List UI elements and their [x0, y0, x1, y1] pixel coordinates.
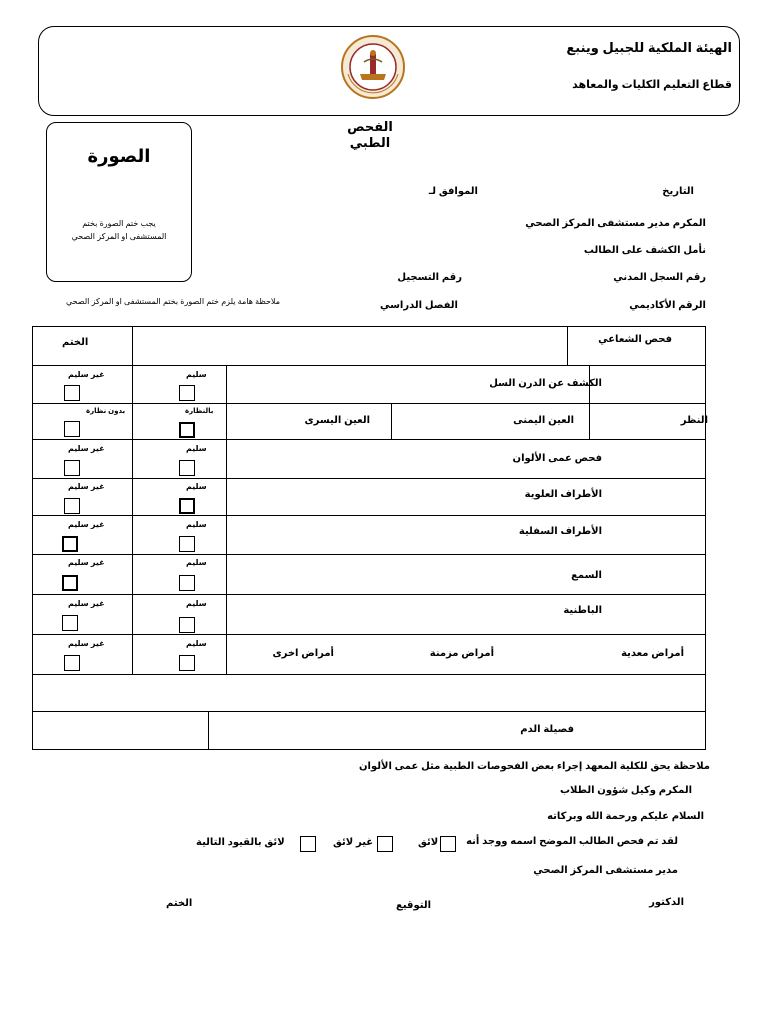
addressee-label: المكرم مدير مستشفى المركز الصحي — [525, 218, 706, 229]
important-note: ملاحظة هامة يلزم ختم الصورة بختم المستشفى او المركز الصحي — [65, 297, 280, 306]
blood-type-value-cell[interactable] — [32, 711, 209, 750]
diseases-healthy-checkbox[interactable] — [179, 655, 195, 671]
semester-label: الفصل الدراسي — [379, 300, 458, 311]
upper-healthy-checkbox[interactable] — [179, 498, 195, 514]
request-label: نأمل الكشف على الطالب — [583, 245, 706, 256]
hearing-unhealthy-checkbox[interactable] — [62, 575, 78, 591]
hearing-healthy-label: سليم — [186, 558, 207, 567]
tb-healthy-checkbox[interactable] — [179, 385, 195, 401]
lower-limbs-label: الأطراف السفلية — [518, 526, 602, 537]
corresponding-label: الموافق لـ — [428, 186, 478, 197]
lower-healthy-label: سليم — [186, 520, 207, 529]
photo-title: الصورة — [87, 146, 151, 166]
diseases-unhealthy-checkbox[interactable] — [64, 655, 80, 671]
color-healthy-checkbox[interactable] — [179, 460, 195, 476]
civil-id-label: رقم السجل المدني — [613, 272, 706, 283]
table-row-empty[interactable] — [32, 674, 706, 712]
blood-type-label: فصيلة الدم — [520, 724, 574, 735]
date-label: التاريخ — [662, 186, 694, 197]
academic-no-label: الرقم الأكاديمي — [629, 300, 706, 311]
infectious-label: أمراض معدية — [621, 648, 684, 659]
fit-conditions-label: لائق بالقيود التالية — [196, 837, 285, 848]
fit-label: لائق — [418, 837, 439, 848]
logo-emblem-icon — [340, 34, 406, 100]
xray-label: فحص الشعاعي — [598, 334, 672, 345]
internal-healthy-label: سليم — [186, 599, 207, 608]
tb-unhealthy-label: غير سليم — [68, 370, 105, 379]
internal-healthy-checkbox[interactable] — [179, 617, 195, 633]
left-eye-label: العين اليسرى — [304, 415, 370, 426]
hearing-unhealthy-label: غير سليم — [68, 558, 105, 567]
chronic-label: أمراض مزمنة — [429, 648, 494, 659]
fit-checkbox[interactable] — [440, 836, 456, 852]
color-blindness-label: فحص عمى الألوان — [512, 453, 602, 464]
registration-no-label: رقم التسجيل — [397, 272, 462, 283]
lower-healthy-checkbox[interactable] — [179, 536, 195, 552]
internal-label: الباطنية — [563, 605, 602, 616]
without-glasses-label: بدون نظارة — [86, 408, 126, 415]
tb-healthy-label: سليم — [186, 370, 207, 379]
other-diseases-label: أمراض اخرى — [272, 648, 334, 659]
footer-note: ملاحظة يحق للكلية المعهد إجراء بعض الفحوصات الطبية مثل عمى الألوان — [359, 761, 710, 772]
with-glasses-label: بالنظارة — [185, 408, 214, 415]
color-unhealthy-checkbox[interactable] — [64, 460, 80, 476]
logo — [340, 34, 406, 100]
internal-unhealthy-label: غير سليم — [68, 599, 105, 608]
footer-director: مدير مستشفى المركز الصحي — [533, 865, 678, 876]
lower-unhealthy-checkbox[interactable] — [62, 536, 78, 552]
footer-doctor: الدكتور — [649, 897, 684, 908]
diseases-healthy-label: سليم — [186, 639, 207, 648]
org-name: الهيئة الملكية للجبيل وينبع — [566, 40, 732, 55]
footer-greeting: السلام عليكم ورحمة الله وبركاته — [547, 811, 704, 822]
with-glasses-checkbox[interactable] — [179, 422, 195, 438]
without-glasses-checkbox[interactable] — [64, 421, 80, 437]
form-title: الفحص الطبي — [347, 119, 393, 150]
upper-unhealthy-label: غير سليم — [68, 482, 105, 491]
xray-result-cell[interactable] — [132, 326, 568, 366]
sector-line: قطاع التعليم الكليات والمعاهد — [572, 79, 732, 91]
xray-label-cell — [567, 326, 706, 366]
fit-conditions-checkbox[interactable] — [300, 836, 316, 852]
footer-addressee: المكرم وكيل شؤون الطلاب — [559, 785, 692, 796]
right-eye-label: العين اليمنى — [513, 415, 574, 426]
photo-note-line1: يجب ختم الصورة بختم — [82, 219, 156, 228]
lower-unhealthy-label: غير سليم — [68, 520, 105, 529]
hearing-healthy-checkbox[interactable] — [179, 575, 195, 591]
tb-unhealthy-checkbox[interactable] — [64, 385, 80, 401]
footer-stamp: الختم — [166, 898, 193, 909]
unfit-checkbox[interactable] — [377, 836, 393, 852]
footer-signature: التوقيع — [396, 900, 431, 911]
color-healthy-label: سليم — [186, 444, 207, 453]
upper-healthy-label: سليم — [186, 482, 207, 491]
color-unhealthy-label: غير سليم — [68, 444, 105, 453]
unfit-label: غير لائق — [333, 837, 374, 848]
stamp-label: الختم — [62, 337, 89, 348]
upper-limbs-label: الأطراف العلوية — [524, 489, 602, 500]
photo-note-line2: المستشفى او المركز الصحي — [71, 232, 167, 241]
internal-unhealthy-checkbox[interactable] — [62, 615, 78, 631]
upper-unhealthy-checkbox[interactable] — [64, 498, 80, 514]
tb-label: الكشف عن الدرن السل — [489, 378, 602, 389]
diseases-unhealthy-label: غير سليم — [68, 639, 105, 648]
vision-label: النظر — [680, 415, 708, 426]
hearing-label: السمع — [571, 570, 602, 581]
result-intro: لقد تم فحص الطالب الموضح اسمه ووجد أنه — [466, 836, 678, 847]
